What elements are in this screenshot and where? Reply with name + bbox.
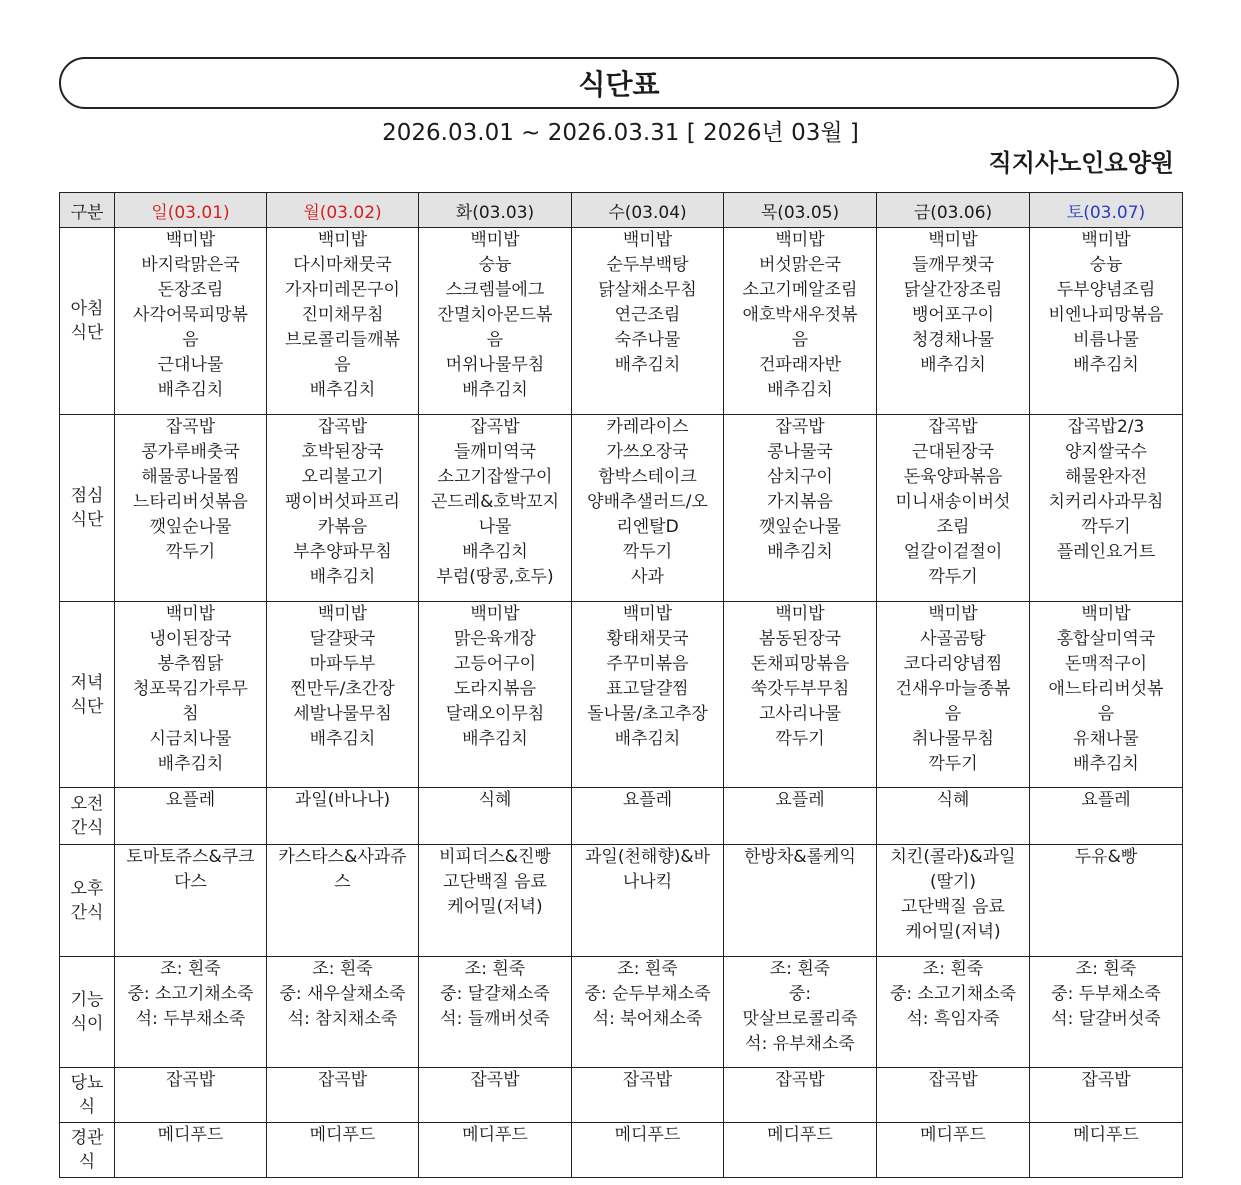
menu-item: 한방차&롤케익	[744, 847, 856, 867]
menu-item: 함박스테이크	[598, 467, 697, 487]
menu-item: 잡곡밥	[470, 1070, 520, 1090]
menu-item: 깍두기	[1081, 517, 1131, 537]
menu-item: 홍합살미역국	[1056, 629, 1156, 649]
menu-item: 카스타스&사과쥬	[278, 847, 407, 867]
menu-item: 달걀팟국	[309, 629, 376, 649]
menu-cell	[572, 957, 724, 1068]
menu-item: 황태채뭇국	[606, 629, 689, 649]
menu-item: 배추김치	[920, 355, 986, 375]
menu-item: 석: 흑임자죽	[906, 1009, 1000, 1029]
menu-cell	[115, 845, 267, 957]
menu-cell	[1030, 602, 1183, 788]
menu-cell	[419, 228, 572, 415]
menu-item: 조: 흰죽	[464, 959, 526, 979]
row-label	[60, 1068, 115, 1123]
menu-item: 연근조림	[614, 305, 681, 325]
menu-cell	[572, 602, 724, 788]
menu-item: 돌나물/초고추장	[587, 704, 708, 724]
menu-item: 중: 소고기채소죽	[889, 984, 1017, 1004]
menu-item: 카볶음	[317, 517, 368, 537]
menu-item: 잔멸치아몬드볶	[437, 305, 553, 325]
menu-cell	[419, 845, 572, 957]
menu-item: 코다리양념찜	[903, 654, 1003, 674]
menu-item: 닭살채소무침	[598, 280, 697, 300]
menu-item: 맑은육개장	[453, 629, 537, 649]
menu-item: 토마토쥬스&쿠크	[126, 847, 255, 867]
menu-cell	[267, 845, 419, 957]
menu-item: 백미밥	[165, 230, 216, 250]
menu-item: 오리불고기	[301, 467, 384, 487]
menu-cell	[572, 228, 724, 415]
menu-item: 고단백질 음료	[901, 897, 1005, 917]
row-label-line: 간식	[70, 902, 104, 923]
menu-cell	[1030, 415, 1183, 602]
menu-cell	[267, 1068, 419, 1123]
menu-cell	[267, 1123, 419, 1178]
corner-label: 구분	[60, 193, 115, 228]
menu-item: 청경채나물	[911, 330, 995, 350]
menu-item: 케어밀(저녁)	[447, 897, 543, 917]
menu-item: 배추김치	[462, 542, 528, 562]
row-label-line: 식	[78, 1152, 96, 1172]
menu-cell	[115, 602, 267, 788]
menu-item: 두부양념조림	[1056, 280, 1156, 300]
menu-item: 배추김치	[1073, 754, 1139, 774]
menu-item: 치커리사과무침	[1048, 492, 1164, 512]
menu-item: 두유&빵	[1074, 847, 1138, 867]
menu-item: 배추김치	[462, 380, 528, 400]
menu-item: 백미밥	[317, 230, 368, 250]
menu-item: 메디푸드	[614, 1125, 681, 1145]
menu-item: 배추김치	[1073, 355, 1139, 375]
menu-item: 숭늉	[478, 255, 512, 275]
row-label	[60, 788, 115, 845]
menu-item: 가지볶음	[767, 492, 833, 512]
menu-cell	[572, 1123, 724, 1178]
menu-item: 진미채무침	[301, 305, 384, 325]
meal-row-lunch	[60, 415, 1183, 602]
menu-cell	[267, 957, 419, 1068]
menu-item: 호박된장국	[301, 442, 384, 462]
menu-item: 근대나물	[157, 355, 224, 375]
meal-row-am_snack	[60, 788, 1183, 845]
menu-item: 잡곡밥	[317, 1070, 368, 1090]
menu-item: 표고달걀찜	[606, 679, 689, 699]
menu-item: (딸기)	[929, 872, 977, 892]
menu-item: 음	[1097, 704, 1115, 724]
menu-item: 요플레	[165, 790, 216, 810]
menu-cell	[419, 957, 572, 1068]
menu-item: 얼갈이겉절이	[903, 542, 1003, 562]
menu-item: 냉이된장국	[149, 629, 232, 649]
menu-item: 배추김치	[767, 542, 833, 562]
menu-item: 케어밀(저녁)	[905, 922, 1001, 942]
menu-cell	[1030, 1068, 1183, 1123]
menu-item: 조: 흰죽	[922, 959, 984, 979]
menu-item: 중: 소고기채소죽	[127, 984, 254, 1004]
menu-cell	[115, 1068, 267, 1123]
menu-item: 중: 새우살채소죽	[279, 984, 406, 1004]
menu-item: 잡곡밥	[165, 417, 216, 437]
menu-item: 쑥갓두부무침	[750, 679, 850, 699]
menu-item: 머위나물무침	[445, 355, 545, 375]
row-label-line: 오전	[70, 794, 104, 814]
row-label-line: 오후	[70, 878, 104, 899]
menu-cell	[115, 957, 267, 1068]
menu-item: 숭늉	[1089, 255, 1123, 275]
menu-cell	[1030, 845, 1183, 957]
meal-row-diabetic	[60, 1068, 1183, 1123]
menu-item: 음	[486, 330, 504, 350]
menu-item: 음	[791, 330, 809, 350]
menu-item: 요플레	[1081, 790, 1131, 810]
menu-item: 배추김치	[157, 380, 224, 400]
menu-cell	[267, 415, 419, 602]
menu-cell	[115, 228, 267, 415]
meal-row-functional	[60, 957, 1183, 1068]
menu-item: 식혜	[478, 790, 512, 810]
row-label-line: 간식	[70, 818, 104, 838]
menu-item: 고등어구이	[453, 654, 537, 674]
menu-item: 고사리나물	[758, 704, 842, 724]
menu-item: 백미밥	[928, 230, 978, 250]
menu-cell	[724, 1068, 877, 1123]
menu-item: 메디푸드	[1073, 1125, 1139, 1145]
menu-item: 석: 유부채소죽	[745, 1034, 855, 1054]
menu-item: 백미밥	[470, 604, 520, 624]
menu-item: 깍두기	[928, 567, 978, 587]
menu-cell	[419, 602, 572, 788]
menu-cell	[1030, 957, 1183, 1068]
menu-item: 잡곡밥	[775, 417, 825, 437]
menu-item: 잡곡밥	[165, 1070, 216, 1090]
menu-cell	[877, 602, 1030, 788]
menu-cell	[877, 788, 1030, 845]
menu-item: 주꾸미볶음	[606, 654, 689, 674]
menu-item: 비엔나피망볶음	[1048, 305, 1164, 325]
menu-item: 바지락맑은국	[141, 255, 240, 275]
menu-item: 배추김치	[767, 380, 833, 400]
menu-cell	[1030, 228, 1183, 415]
menu-item: 조: 흰죽	[160, 959, 221, 979]
menu-item: 잡곡밥	[775, 1070, 825, 1090]
header-row	[60, 193, 1183, 228]
menu-item: 백미밥	[622, 230, 673, 250]
menu-item: 취나물무침	[911, 729, 995, 749]
menu-item: 스크렘블에그	[445, 280, 545, 300]
menu-item: 잡곡밥	[928, 1070, 978, 1090]
menu-item: 중: 두부채소죽	[1051, 984, 1161, 1004]
menu-item: 건파래자반	[758, 355, 842, 375]
menu-cell	[572, 415, 724, 602]
menu-cell	[877, 1123, 1030, 1178]
row-label-line: 아침	[70, 299, 104, 319]
menu-item: 부럼(땅콩,호두)	[436, 567, 554, 587]
menu-item: 배추김치	[309, 729, 376, 749]
menu-item: 메디푸드	[767, 1125, 833, 1145]
row-label-line: 저녁	[70, 672, 104, 693]
day-header: 월(03.02)	[267, 193, 419, 228]
menu-item: 요플레	[775, 790, 825, 810]
menu-item: 백미밥	[928, 604, 978, 624]
menu-item: 식혜	[936, 790, 970, 810]
menu-item: 미니새송이버섯	[895, 492, 1011, 512]
menu-item: 석: 두부채소죽	[135, 1009, 246, 1029]
menu-cell	[877, 415, 1030, 602]
facility-name: 직지사노인요양원	[988, 149, 1174, 177]
menu-item: 백미밥	[165, 604, 216, 624]
menu-item: 백미밥	[1081, 230, 1131, 250]
day-header: 수(03.04)	[572, 193, 724, 228]
menu-cell	[877, 845, 1030, 957]
menu-item: 스	[334, 872, 351, 892]
menu-item: 양배추샐러드/오	[587, 492, 708, 512]
menu-item: 과일(천해향)&바	[584, 847, 711, 867]
menu-item: 양지쌀국수	[1064, 442, 1148, 462]
menu-item: 사각어묵피망볶	[133, 305, 248, 325]
menu-item: 메디푸드	[462, 1125, 528, 1145]
menu-item: 잡곡밥	[317, 417, 368, 437]
menu-item: 나나킥	[622, 872, 673, 892]
menu-item: 닭살간장조림	[903, 280, 1003, 300]
meal-row-tube	[60, 1123, 1183, 1178]
menu-item: 마파두부	[309, 654, 376, 674]
menu-item: 백미밥	[317, 604, 368, 624]
menu-item: 사골곰탕	[920, 629, 986, 649]
row-label-line: 당뇨	[70, 1073, 104, 1093]
menu-cell	[419, 1068, 572, 1123]
menu-item: 순두부백탕	[606, 255, 689, 275]
menu-item: 리엔탈D	[616, 517, 679, 537]
date-range: 2026.03.01 ~ 2026.03.31 [ 2026년 03월 ]	[382, 120, 859, 146]
menu-item: 맛살브로콜리죽	[742, 1009, 858, 1029]
menu-cell	[572, 845, 724, 957]
day-header: 화(03.03)	[419, 193, 572, 228]
menu-item: 애느타리버섯볶	[1048, 679, 1164, 699]
menu-item: 백미밥	[775, 230, 825, 250]
row-label-line: 기능	[70, 990, 104, 1010]
menu-cell	[572, 788, 724, 845]
row-label-line: 식이	[70, 1014, 104, 1034]
row-label-line: 경관	[70, 1128, 104, 1148]
menu-item: 비름나물	[1073, 330, 1139, 350]
menu-item: 곤드레&호박꼬지	[430, 492, 560, 512]
menu-item: 애호박새우젓볶	[742, 305, 858, 325]
menu-item: 사과	[631, 567, 664, 587]
menu-item: 석: 북어채소죽	[592, 1009, 703, 1029]
menu-item: 백미밥	[1081, 604, 1131, 624]
menu-item: 해물완자전	[1064, 467, 1148, 487]
menu-item: 봄동된장국	[758, 629, 842, 649]
menu-cell	[115, 788, 267, 845]
menu-cell	[115, 415, 267, 602]
menu-cell	[115, 1123, 267, 1178]
menu-cell	[724, 845, 877, 957]
menu-item: 백미밥	[470, 230, 520, 250]
menu-item: 깍두기	[622, 542, 673, 562]
menu-item: 부추양파무침	[293, 542, 392, 562]
row-label	[60, 228, 115, 415]
page-title: 식단표	[59, 57, 1179, 109]
menu-item: 조: 흰죽	[312, 959, 373, 979]
row-label-line: 식단	[70, 510, 104, 530]
menu-item: 돈채피망볶음	[750, 654, 850, 674]
meal-row-breakfast	[60, 228, 1183, 415]
row-label-line: 식단	[70, 696, 104, 717]
menu-item: 석: 참치채소죽	[287, 1009, 398, 1029]
menu-item: 음	[944, 704, 962, 724]
menu-item: 잡곡밥	[470, 417, 520, 437]
menu-item: 돈맥적구이	[1064, 654, 1148, 674]
menu-item: 중: 순두부채소죽	[584, 984, 711, 1004]
menu-cell	[1030, 788, 1183, 845]
menu-item: 깍두기	[928, 754, 978, 774]
menu-item: 음	[182, 330, 199, 350]
menu-item: 청포묵김가루무	[133, 679, 248, 699]
menu-item: 비피더스&진빵	[439, 847, 551, 867]
menu-item: 봉추찜닭	[157, 654, 224, 674]
day-header: 금(03.06)	[877, 193, 1030, 228]
row-label-line: 점심	[70, 486, 104, 506]
menu-cell	[724, 788, 877, 845]
menu-item: 가자미레몬구이	[285, 280, 400, 300]
menu-item: 배추김치	[614, 355, 681, 375]
menu-item: 가쓰오장국	[606, 442, 689, 462]
row-label	[60, 415, 115, 602]
menu-item: 소고기잡쌀구이	[437, 467, 553, 487]
menu-item: 유채나물	[1073, 729, 1139, 749]
day-header: 일(03.01)	[115, 193, 267, 228]
menu-item: 배추김치	[157, 754, 224, 774]
menu-item: 치킨(콜라)&과일	[890, 847, 1016, 867]
menu-item: 잡곡밥	[928, 417, 978, 437]
menu-item: 삼치구이	[767, 467, 833, 487]
menu-item: 팽이버섯파프리	[285, 492, 400, 512]
menu-cell	[572, 1068, 724, 1123]
menu-item: 들깨무챗국	[911, 255, 995, 275]
menu-cell	[724, 415, 877, 602]
menu-cell	[724, 228, 877, 415]
menu-cell	[419, 1123, 572, 1178]
menu-item: 석: 달걀버섯죽	[1051, 1009, 1161, 1029]
menu-item: 석: 들깨버섯죽	[440, 1009, 550, 1029]
menu-item: 잡곡밥	[622, 1070, 673, 1090]
row-label	[60, 957, 115, 1068]
menu-cell	[724, 602, 877, 788]
menu-item: 중: 달걀채소죽	[440, 984, 550, 1004]
menu-item: 카레라이스	[606, 417, 689, 437]
menu-cell	[877, 228, 1030, 415]
menu-cell	[419, 415, 572, 602]
menu-item: 배추김치	[462, 729, 528, 749]
menu-item: 백미밥	[775, 604, 825, 624]
meal-row-dinner	[60, 602, 1183, 788]
menu-item: 깻잎순나물	[149, 517, 232, 537]
menu-cell	[877, 1068, 1030, 1123]
menu-item: 중:	[788, 984, 812, 1004]
menu-item: 조: 흰죽	[769, 959, 831, 979]
menu-cell	[267, 788, 419, 845]
menu-item: 소고기메알조림	[742, 280, 858, 300]
menu-item: 다스	[174, 872, 207, 892]
menu-item: 시금치나물	[149, 729, 232, 749]
menu-item: 해물콩나물찜	[141, 467, 240, 487]
menu-item: 요플레	[622, 790, 673, 810]
menu-item: 세발나물무침	[293, 704, 392, 724]
day-header: 목(03.05)	[724, 193, 877, 228]
menu-item: 돈육양파볶음	[903, 467, 1003, 487]
row-label	[60, 1123, 115, 1178]
menu-item: 깍두기	[165, 542, 216, 562]
menu-item: 깍두기	[775, 729, 825, 749]
menu-cell	[724, 1123, 877, 1178]
row-label	[60, 602, 115, 788]
menu-cell	[1030, 1123, 1183, 1178]
menu-item: 들깨미역국	[453, 442, 537, 462]
menu-cell	[419, 788, 572, 845]
menu-item: 배추김치	[614, 729, 681, 749]
menu-item: 조: 흰죽	[1075, 959, 1137, 979]
menu-item: 플레인요거트	[1056, 542, 1156, 562]
menu-item: 깻잎순나물	[758, 517, 842, 537]
menu-cell	[267, 228, 419, 415]
menu-item: 브로콜리들깨볶	[285, 330, 400, 350]
meal-row-pm_snack	[60, 845, 1183, 957]
menu-item: 돈장조림	[157, 280, 224, 300]
menu-item: 콩나물국	[767, 442, 833, 462]
row-label-line: 식	[78, 1097, 96, 1117]
menu-item: 조림	[936, 517, 970, 537]
menu-item: 근대된장국	[911, 442, 995, 462]
menu-item: 잡곡밥	[1081, 1070, 1131, 1090]
menu-cell	[877, 957, 1030, 1068]
menu-item: 배추김치	[309, 380, 376, 400]
menu-item: 콩가루배춧국	[141, 442, 240, 462]
menu-table	[59, 192, 1183, 1178]
menu-item: 백미밥	[622, 604, 673, 624]
menu-item: 버섯맑은국	[758, 255, 842, 275]
menu-item: 다시마채뭇국	[293, 255, 392, 275]
menu-item: 조: 흰죽	[617, 959, 678, 979]
menu-item: 찐만두/초간장	[290, 679, 395, 699]
menu-item: 도라지볶음	[453, 679, 537, 699]
menu-item: 건새우마늘종볶	[895, 679, 1011, 699]
menu-item: 숙주나물	[614, 330, 681, 350]
menu-item: 달래오이무침	[445, 704, 545, 724]
menu-item: 느타리버섯볶음	[133, 492, 248, 512]
menu-cell	[267, 602, 419, 788]
menu-item: 메디푸드	[920, 1125, 986, 1145]
menu-item: 잡곡밥2/3	[1067, 417, 1145, 437]
day-header: 토(03.07)	[1030, 193, 1183, 228]
menu-item: 뱅어포구이	[911, 305, 995, 325]
menu-item: 음	[334, 355, 351, 375]
menu-item: 나물	[478, 517, 512, 537]
row-label	[60, 845, 115, 957]
menu-item: 침	[182, 704, 199, 724]
menu-item: 메디푸드	[309, 1125, 376, 1145]
menu-item: 고단백질 음료	[443, 872, 547, 892]
row-label-line: 식단	[70, 323, 104, 343]
menu-item: 과일(바나나)	[294, 790, 391, 810]
menu-cell	[724, 957, 877, 1068]
menu-item: 배추김치	[309, 567, 376, 587]
menu-item: 메디푸드	[157, 1125, 224, 1145]
